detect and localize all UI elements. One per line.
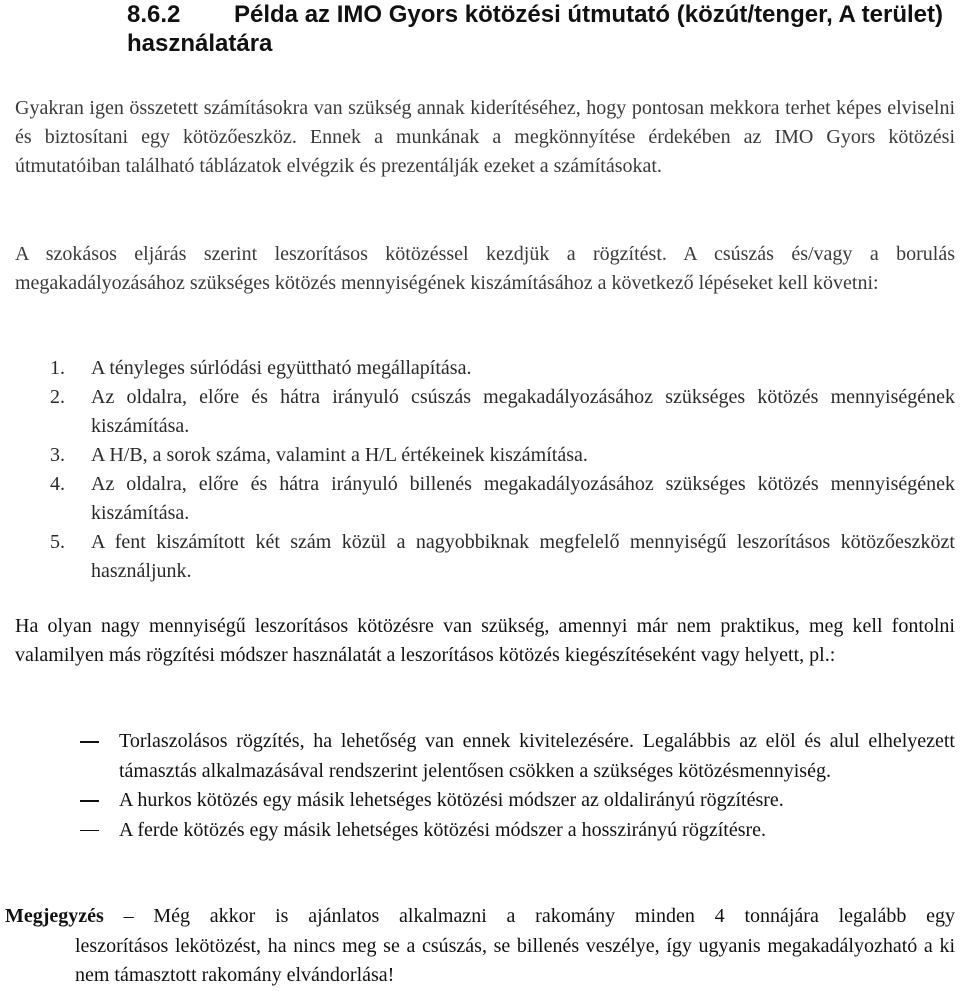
list-item xyxy=(50,383,955,441)
option-text: A ferde kötözés egy másik lehetséges kötözési módszer a hosszirányú rögzítésre. xyxy=(119,818,767,841)
dash-bullet-icon xyxy=(80,741,99,743)
options-list xyxy=(80,727,955,845)
step-number: 5. xyxy=(50,531,65,553)
step-number: 4. xyxy=(50,473,65,495)
procedure-paragraph: A szokásos eljárás szerint leszorításos kötözéssel kezdjük a rögzítést. A csúszás és/vagy a borulás megakadályozásához szükséges kötözés mennyiségének kiszámításához a következő lépéseket kell követni: xyxy=(15,243,955,294)
dash-bullet-icon xyxy=(80,800,99,802)
intro-paragraph: Gyakran igen összetett számításokra van szükség annak kiderítéséhez, hogy pontosan mekkora terhet képes elviselni és biztosítani egy kötözőeszköz. Ennek a munkának a megkönnyítése érdekében az IMO Gyors kötözési útmutatóiban található táblázatok elvégzik és prezentálják ezeket a számításokat. xyxy=(15,97,955,177)
section-heading xyxy=(127,0,952,58)
option-text: Torlaszolásos rögzítés, ha lehetőség van ennek kivitelezésére. Legalábbis az elöl és alul elhelyezett támasztás alkalmazásával rendszerint jelentősen csökken a szükséges kötözésmennyiség. xyxy=(119,730,955,782)
list-item xyxy=(50,528,955,586)
list-item xyxy=(50,354,955,383)
note-paragraph xyxy=(5,902,955,991)
section-number: 8.6.2 xyxy=(127,1,181,28)
steps-list xyxy=(50,354,955,586)
list-item xyxy=(50,470,955,528)
list-item xyxy=(50,441,955,470)
list-item xyxy=(80,727,955,786)
note-label: Megjegyzés xyxy=(5,905,104,927)
step-text: Az oldalra, előre és hátra irányuló billenés megakadályozásához szükséges kötözés mennyiségének kiszámítása. xyxy=(91,473,955,524)
note-text-first: – Még akkor is ajánlatos alkalmazni a rakomány minden 4 tonnájára legalább egy xyxy=(103,905,955,927)
option-text: A hurkos kötözés egy másik lehetséges kötözési módszer az oldalirányú rögzítésre. xyxy=(119,789,784,811)
step-text: A tényleges súrlódási együttható megállapítása. xyxy=(91,357,472,379)
step-text: A fent kiszámított két szám közül a nagyobbiknak megfelelő mennyiségű leszorításos kötözőeszközt használjunk. xyxy=(91,531,955,582)
section-title: Példa az IMO Gyors kötözési útmutató (közút/tenger, A terület) használatára xyxy=(127,1,943,57)
list-item xyxy=(80,816,955,846)
note-first-line xyxy=(5,902,955,932)
list-item xyxy=(80,786,955,816)
alternative-paragraph: Ha olyan nagy mennyiségű leszorításos kötözésre van szükség, amennyi már nem praktikus, meg kell fontolni valamilyen más rögzítési módszer használatát a leszorításos kötözés kiegészítéseként vagy helyett, pl.: xyxy=(15,615,955,666)
dash-bullet-icon xyxy=(80,830,99,832)
step-text: A H/B, a sorok száma, valamint a H/L értékeinek kiszámítása. xyxy=(91,444,588,466)
note-text-rest: leszorításos lekötözést, ha nincs meg se a csúszás, se billenés veszélye, így ugyanis megakadályozható a ki nem támasztott rakomány elvándorlása! xyxy=(75,934,955,986)
step-number: 2. xyxy=(50,386,65,408)
step-text: Az oldalra, előre és hátra irányuló csúszás megakadályozásához szükséges kötözés mennyiségének kiszámítása. xyxy=(91,386,955,437)
step-number: 3. xyxy=(50,444,65,466)
step-number: 1. xyxy=(50,357,65,379)
